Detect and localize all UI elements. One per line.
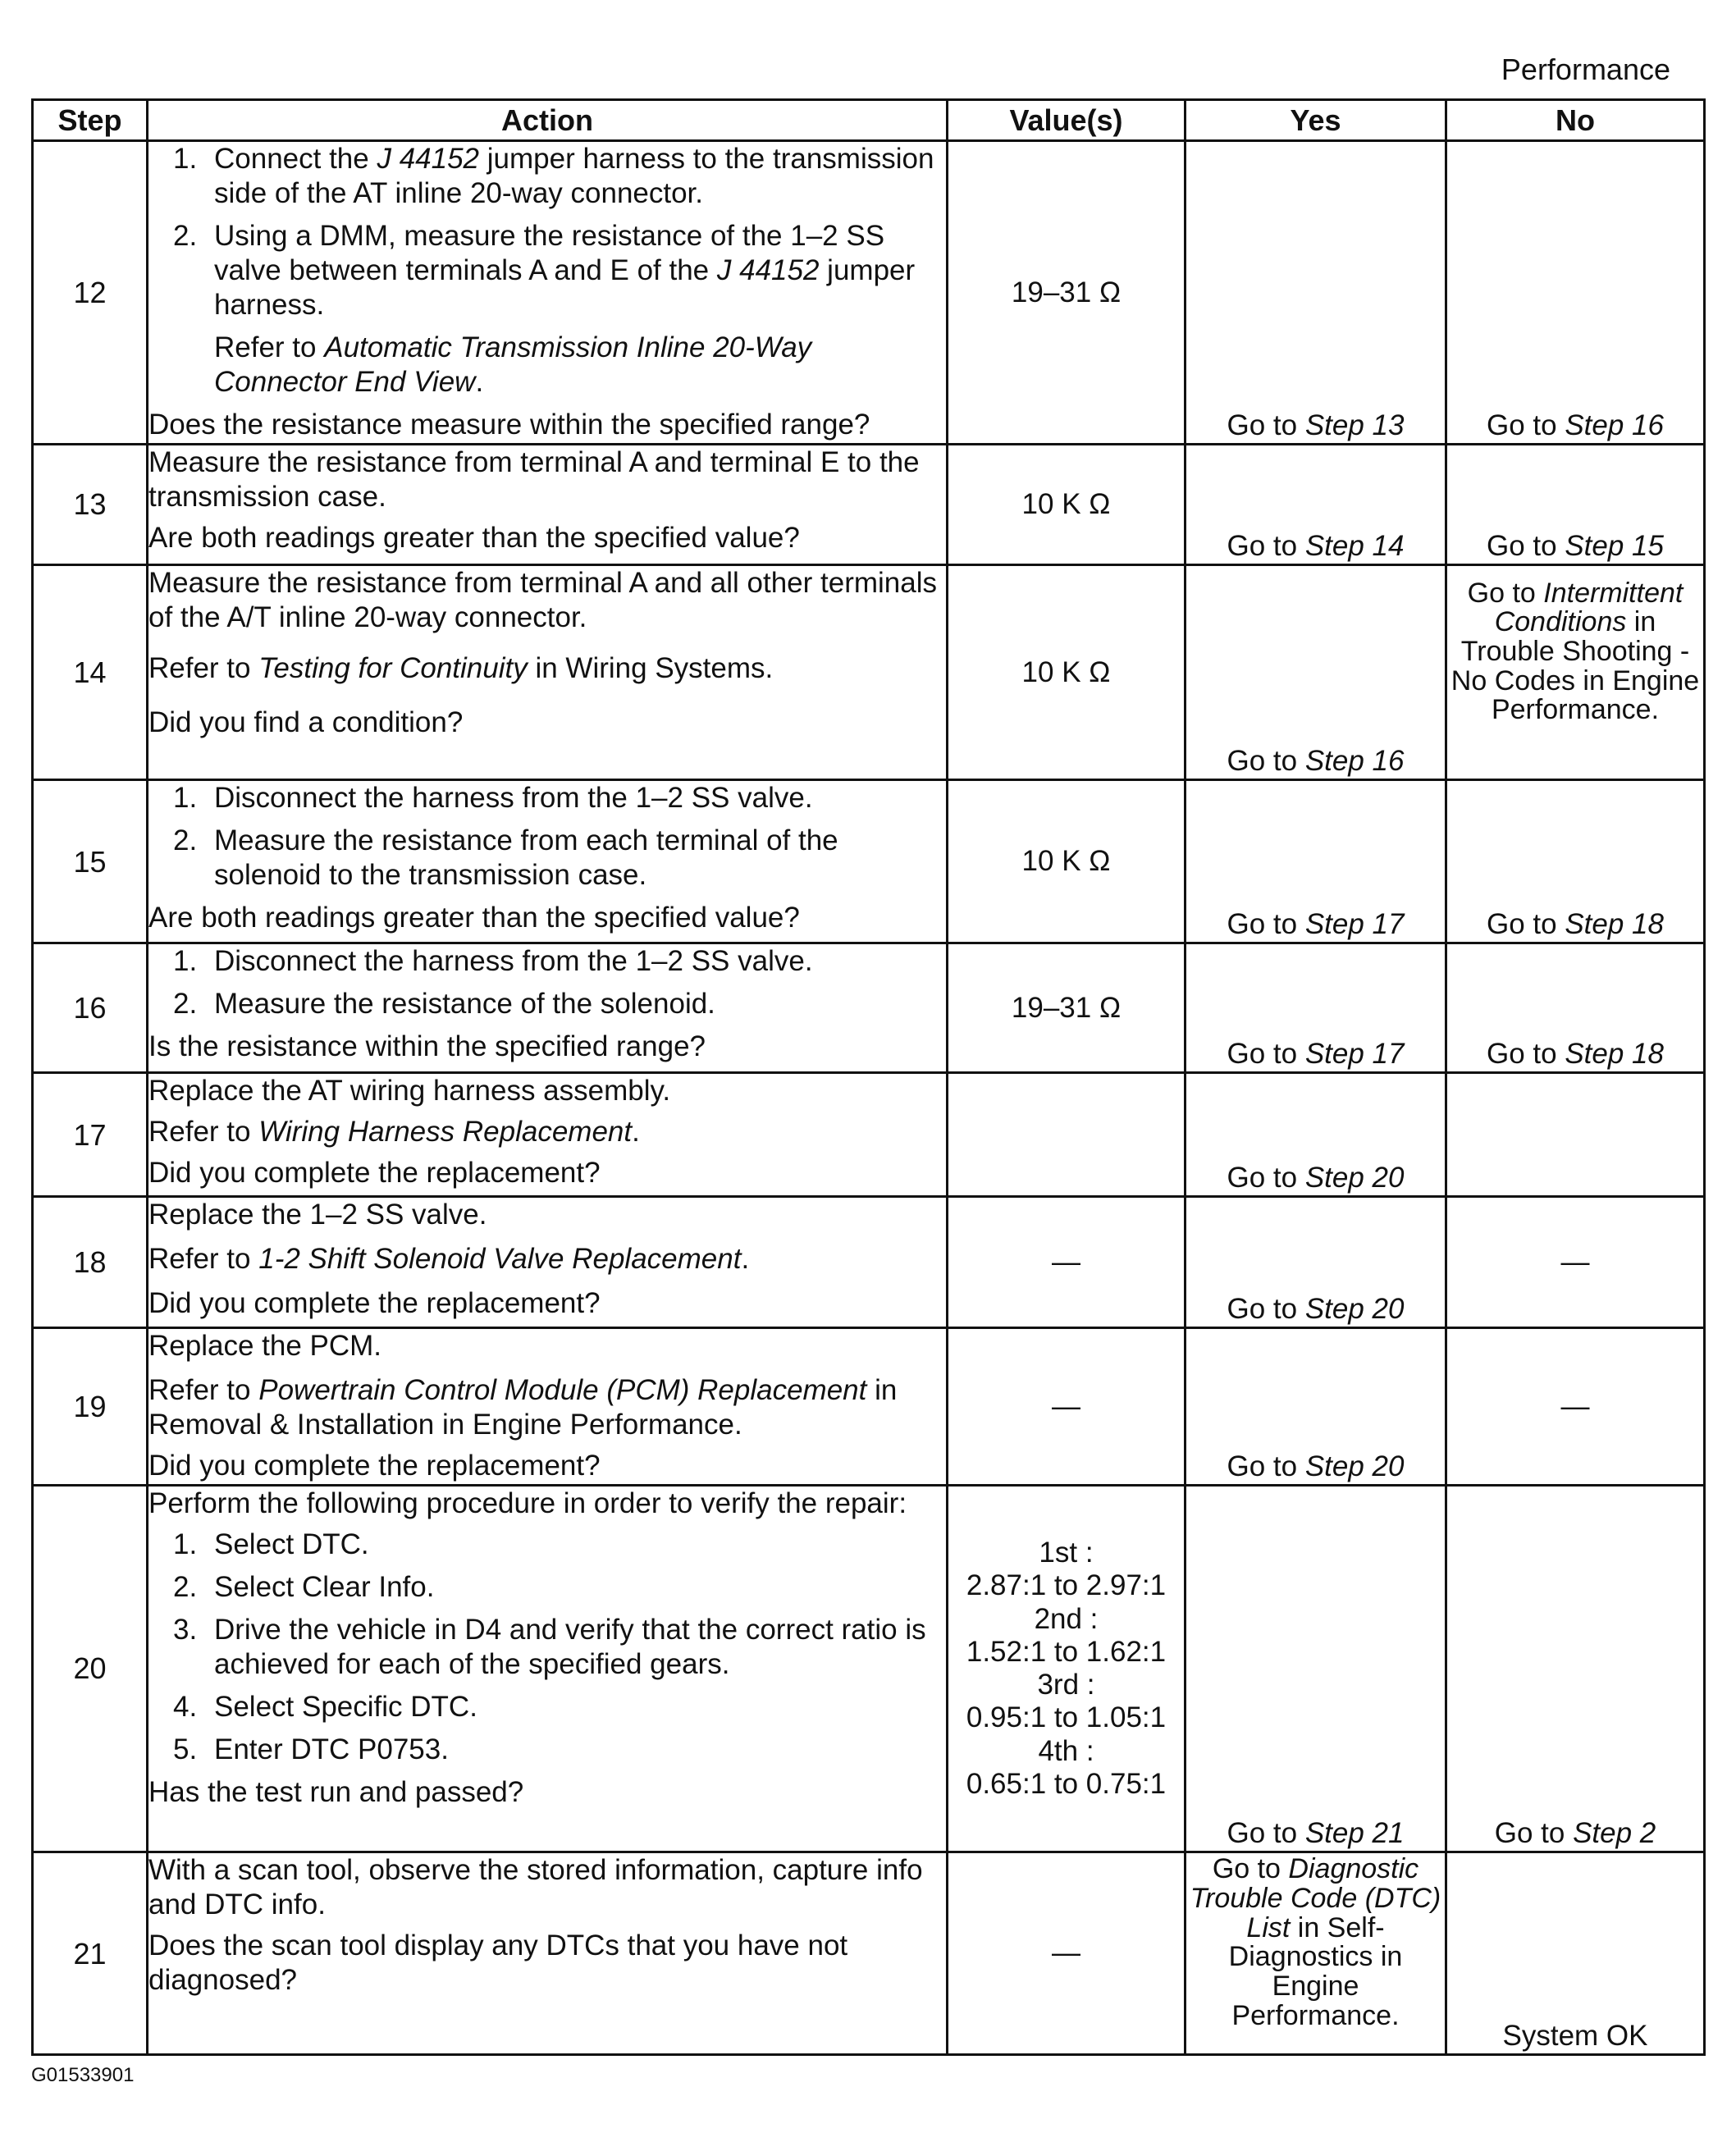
item-number: 1. xyxy=(173,945,198,978)
action-list-item xyxy=(173,1570,946,1605)
yes-cell xyxy=(1186,1852,1446,2055)
step-number: 19 xyxy=(33,1328,148,1486)
action-list-item xyxy=(173,987,946,1021)
question-text: Did you complete the replacement? xyxy=(148,1157,601,1190)
step-number: 17 xyxy=(33,1073,148,1196)
question-text: Did you find a condition? xyxy=(148,706,464,738)
item-number: 2. xyxy=(173,824,198,857)
goto-prefix: Go to xyxy=(1227,1161,1305,1194)
step-number: 15 xyxy=(33,780,148,943)
item-text: Using a DMM, measure the resistance of the 1–2 SS valve between terminals A and E of the xyxy=(214,220,885,287)
refer-note xyxy=(148,651,946,686)
item-number: 2. xyxy=(173,220,198,253)
action-cell xyxy=(148,445,948,564)
step-number: 21 xyxy=(33,1852,148,2055)
goto-step-link[interactable]: Step 18 xyxy=(1565,908,1664,941)
no-cell xyxy=(1446,1485,1705,1852)
goto-reference-link[interactable]: Intermittent Conditions xyxy=(1494,577,1683,638)
no-cell: — xyxy=(1446,1328,1705,1486)
step-number: 20 xyxy=(33,1485,148,1852)
item-number: 4. xyxy=(173,1690,198,1723)
refer-note xyxy=(148,1242,946,1276)
gear-label: 4th : xyxy=(1038,1734,1094,1767)
tool-reference: J 44152 xyxy=(716,254,820,287)
action-text: Replace the AT wiring harness assembly. xyxy=(148,1075,671,1107)
item-number: 1. xyxy=(173,782,198,815)
item-number: 1. xyxy=(173,143,198,176)
yes-cell xyxy=(1186,445,1446,564)
action-cell xyxy=(148,1196,948,1327)
step-number: 12 xyxy=(33,141,148,445)
refer-link[interactable]: Automatic Transmission Inline 20-Way Connector End View xyxy=(214,331,812,399)
figure-code: G01533901 xyxy=(31,2064,135,2086)
action-cell xyxy=(148,780,948,943)
refer-suffix: in Wiring Systems. xyxy=(527,651,774,684)
refer-prefix: Refer to xyxy=(148,1116,259,1149)
goto-suffix: in Trouble Shooting - No Codes in Engine Performance. xyxy=(1450,606,1700,726)
step-number: 16 xyxy=(33,943,148,1073)
refer-note xyxy=(148,1115,946,1149)
action-cell xyxy=(148,1073,948,1196)
no-cell xyxy=(1446,1073,1705,1196)
goto-step-link[interactable]: Step 18 xyxy=(1565,1038,1664,1071)
action-list-item xyxy=(173,944,946,979)
table-row-step-20 xyxy=(33,1485,1705,1852)
gear-label: 1st : xyxy=(1039,1537,1094,1569)
question-text: Are both readings greater than the specified value? xyxy=(148,522,800,555)
value-cell: 10 K Ω xyxy=(948,780,1186,943)
goto-suffix: in Self-Diagnostics in Engine Performance. xyxy=(1228,1911,1403,2031)
goto-step-link[interactable]: Step 13 xyxy=(1304,409,1405,442)
no-cell xyxy=(1446,943,1705,1073)
gear-ratio-range: 1.52:1 to 1.62:1 xyxy=(966,1635,1167,1668)
page-header-label: Performance xyxy=(1501,53,1670,86)
refer-suffix: . xyxy=(632,1116,640,1149)
action-text: Replace the 1–2 SS valve. xyxy=(148,1198,487,1231)
goto-step-link[interactable]: Step 21 xyxy=(1304,1817,1405,1850)
value-cell: — xyxy=(948,1328,1186,1486)
column-header-step: Step xyxy=(33,100,148,141)
value-cell: 10 K Ω xyxy=(948,564,1186,780)
no-cell xyxy=(1446,445,1705,564)
question-text: Are both readings greater than the specified value? xyxy=(148,902,800,934)
goto-prefix: Go to xyxy=(1467,577,1544,609)
action-cell xyxy=(148,943,948,1073)
goto-step-link[interactable]: Step 2 xyxy=(1573,1817,1656,1850)
item-text: Measure the resistance of the solenoid. xyxy=(214,988,715,1021)
yes-cell xyxy=(1186,1485,1446,1852)
question-text: Is the resistance within the specified range? xyxy=(148,1030,706,1063)
column-header-yes: Yes xyxy=(1186,100,1446,141)
goto-step-link[interactable]: Step 20 xyxy=(1304,1161,1405,1194)
value-cell: 19–31 Ω xyxy=(948,141,1186,445)
action-list-item xyxy=(173,1528,946,1562)
table-row-step-16 xyxy=(33,943,1705,1073)
refer-note xyxy=(148,1373,946,1442)
goto-prefix: Go to xyxy=(1227,1293,1305,1326)
refer-suffix: in Removal & Installation in Engine Performance. xyxy=(148,1374,898,1441)
goto-step-link[interactable]: Step 17 xyxy=(1304,1038,1405,1071)
goto-prefix: Go to xyxy=(1227,745,1305,778)
yes-cell xyxy=(1186,1196,1446,1327)
action-cell xyxy=(148,564,948,780)
question-text: Did you complete the replacement? xyxy=(148,1286,601,1319)
goto-step-link[interactable]: Step 20 xyxy=(1304,1450,1405,1482)
column-header-values: Value(s) xyxy=(948,100,1186,141)
refer-prefix: Refer to xyxy=(148,1374,259,1407)
refer-prefix: Refer to xyxy=(148,1242,259,1275)
yes-cell xyxy=(1186,141,1446,445)
refer-suffix: . xyxy=(741,1242,750,1275)
goto-prefix: Go to xyxy=(1227,908,1305,941)
table-row-step-17 xyxy=(33,1073,1705,1196)
item-text: Select Specific DTC. xyxy=(214,1690,477,1723)
value-cell xyxy=(948,1073,1186,1196)
value-cell: — xyxy=(948,1852,1186,2055)
gear-label: 2nd : xyxy=(1034,1602,1099,1635)
item-text: Enter DTC P0753. xyxy=(214,1733,449,1765)
goto-prefix: Go to xyxy=(1227,1450,1305,1482)
action-text: Replace the PCM. xyxy=(148,1330,382,1363)
step-number: 14 xyxy=(33,564,148,780)
item-text: Disconnect the harness from the 1–2 SS valve. xyxy=(214,945,813,978)
action-list-item xyxy=(173,824,946,893)
table-header-row xyxy=(33,100,1705,141)
action-text: Measure the resistance from terminal A and terminal E to the transmission case. xyxy=(148,446,920,514)
value-cell: 10 K Ω xyxy=(948,445,1186,564)
action-cell xyxy=(148,141,948,445)
no-cell xyxy=(1446,141,1705,445)
no-cell xyxy=(1446,564,1705,780)
item-number: 3. xyxy=(173,1613,198,1646)
question-text: Has the test run and passed? xyxy=(148,1775,524,1808)
action-text: Measure the resistance from terminal A and all other terminals of the A/T inline 20-way connector. xyxy=(148,566,937,633)
goto-prefix: Go to xyxy=(1212,1853,1289,1885)
item-text: Measure the resistance from each terminal of the solenoid to the transmission case. xyxy=(214,824,838,892)
item-number: 1. xyxy=(173,1528,198,1560)
table-row-step-13 xyxy=(33,445,1705,564)
refer-note xyxy=(214,331,946,400)
value-cell: — xyxy=(948,1196,1186,1327)
column-header-action: Action xyxy=(148,100,948,141)
refer-link[interactable]: Powertrain Control Module (PCM) Replacement xyxy=(258,1374,867,1407)
action-list-item xyxy=(173,1613,946,1682)
table-row-step-12 xyxy=(33,141,1705,445)
table-row-step-19 xyxy=(33,1328,1705,1486)
goto-step-link[interactable]: Step 14 xyxy=(1304,529,1405,562)
item-number: 5. xyxy=(173,1733,198,1765)
action-cell xyxy=(148,1328,948,1486)
item-text: Disconnect the harness from the 1–2 SS valve. xyxy=(214,782,813,815)
item-text: Drive the vehicle in D4 and verify that the correct ratio is achieved for each of the specified gears. xyxy=(214,1613,926,1680)
table-row-step-14 xyxy=(33,564,1705,780)
goto-prefix: Go to xyxy=(1487,409,1565,442)
question-text: Does the scan tool display any DTCs that you have not diagnosed? xyxy=(148,1930,848,1997)
action-text: Perform the following procedure in order to verify the repair: xyxy=(148,1487,907,1519)
table-row-step-15 xyxy=(33,780,1705,943)
refer-prefix: Refer to xyxy=(214,331,325,364)
item-text: jumper harness to the transmission side of the AT inline 20-way connector. xyxy=(214,143,934,210)
item-text: jumper harness. xyxy=(214,254,916,322)
item-text: Select Clear Info. xyxy=(214,1570,435,1603)
diagnostic-table xyxy=(31,98,1706,2056)
yes-cell xyxy=(1186,780,1446,943)
action-list-item xyxy=(173,1690,946,1724)
yes-cell xyxy=(1186,943,1446,1073)
refer-link[interactable]: Testing for Continuity xyxy=(258,651,528,684)
tool-reference: J 44152 xyxy=(377,143,480,176)
goto-step-link[interactable]: Step 15 xyxy=(1565,529,1664,562)
item-number: 2. xyxy=(173,988,198,1021)
table-row-step-21 xyxy=(33,1852,1705,2055)
goto-prefix: Go to xyxy=(1227,529,1305,562)
goto-reference-link[interactable]: Diagnostic Trouble Code (DTC) List xyxy=(1190,1853,1441,1943)
goto-prefix: Go to xyxy=(1494,1817,1574,1850)
item-text: Select DTC. xyxy=(214,1528,369,1560)
gear-ratio-range: 0.65:1 to 0.75:1 xyxy=(966,1767,1167,1800)
no-cell xyxy=(1446,780,1705,943)
action-cell xyxy=(148,1485,948,1852)
action-list-item xyxy=(173,219,946,322)
no-cell: — xyxy=(1446,1196,1705,1327)
no-cell: System OK xyxy=(1446,1852,1705,2055)
goto-prefix: Go to xyxy=(1227,409,1305,442)
step-number: 13 xyxy=(33,445,148,564)
goto-step-link[interactable]: Step 17 xyxy=(1304,908,1405,941)
action-list-item xyxy=(173,1733,946,1767)
goto-prefix: Go to xyxy=(1227,1038,1305,1071)
refer-suffix: . xyxy=(475,366,484,399)
refer-link[interactable]: 1-2 Shift Solenoid Valve Replacement xyxy=(258,1242,742,1275)
action-cell xyxy=(148,1852,948,2055)
yes-cell xyxy=(1186,564,1446,780)
goto-prefix: Go to xyxy=(1487,908,1565,941)
question-text: Does the resistance measure within the specified range? xyxy=(148,409,870,441)
goto-prefix: Go to xyxy=(1487,1038,1565,1071)
step-number: 18 xyxy=(33,1196,148,1327)
goto-prefix: Go to xyxy=(1227,1817,1305,1850)
action-text: With a scan tool, observe the stored information, capture info and DTC info. xyxy=(148,1854,923,1921)
value-cell xyxy=(948,1485,1186,1852)
goto-step-link[interactable]: Step 20 xyxy=(1304,1293,1405,1326)
column-header-no: No xyxy=(1446,100,1705,141)
goto-step-link[interactable]: Step 16 xyxy=(1565,409,1664,442)
refer-link[interactable]: Wiring Harness Replacement xyxy=(258,1116,633,1149)
table-row-step-18 xyxy=(33,1196,1705,1327)
question-text: Did you complete the replacement? xyxy=(148,1450,601,1482)
action-list-item xyxy=(173,781,946,815)
gear-label: 3rd : xyxy=(1037,1669,1095,1701)
yes-cell xyxy=(1186,1328,1446,1486)
refer-prefix: Refer to xyxy=(148,651,259,684)
goto-step-link[interactable]: Step 16 xyxy=(1304,745,1405,778)
value-cell: 19–31 Ω xyxy=(948,943,1186,1073)
gear-ratio-range: 0.95:1 to 1.05:1 xyxy=(966,1701,1167,1734)
yes-cell xyxy=(1186,1073,1446,1196)
item-text: Connect the xyxy=(214,143,377,176)
gear-ratio-range: 2.87:1 to 2.97:1 xyxy=(966,1569,1167,1602)
item-number: 2. xyxy=(173,1570,198,1603)
action-list-item xyxy=(173,142,946,211)
goto-prefix: Go to xyxy=(1487,529,1565,562)
